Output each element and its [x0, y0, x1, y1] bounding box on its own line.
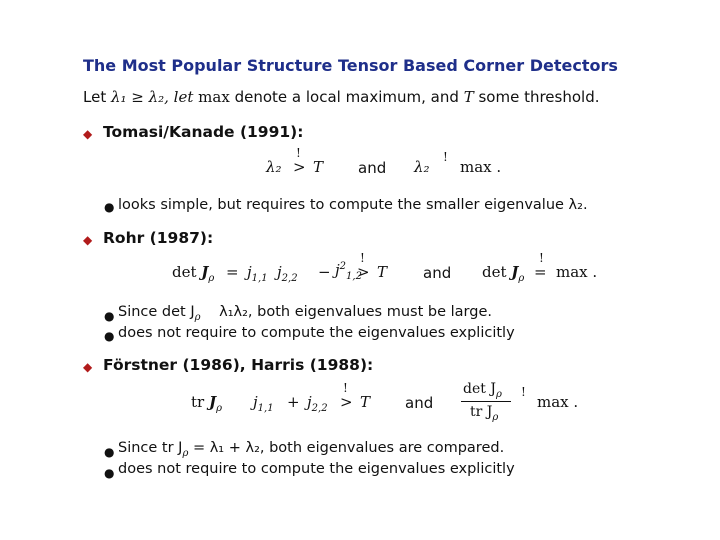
- bullet-dot-icon: ●: [104, 309, 115, 323]
- j11-subscript: 1,1: [257, 403, 274, 414]
- formula-and: and: [423, 264, 452, 282]
- formula-greater: >: [357, 263, 370, 281]
- formula-threshold: T: [377, 263, 388, 281]
- bullet-text: does not require to compute the eigenvalues explicitly: [118, 461, 515, 477]
- formula-minus: −: [318, 263, 331, 281]
- formula-max: max .: [556, 263, 598, 281]
- bullet-dot-icon: ●: [104, 200, 115, 214]
- j11-symbol: j: [247, 263, 252, 281]
- section-heading-rohr: Rohr (1987):: [103, 229, 214, 247]
- exclamation-mark: !: [343, 381, 348, 395]
- bullet-text-part: = λ₁ + λ₂, both eigenvalues are compared.: [192, 440, 505, 456]
- det-label: det: [482, 263, 507, 281]
- intro-threshold: T: [463, 88, 474, 106]
- bullet-text-part: λ₁λ₂, both eigenvalues must be large.: [219, 304, 492, 320]
- fraction-bar: [461, 401, 511, 402]
- formula-max: max .: [537, 393, 579, 411]
- formula-threshold: T: [313, 158, 324, 176]
- exclamation-mark: !: [539, 251, 544, 265]
- rho-subscript: ρ: [194, 312, 201, 323]
- formula-equals: =: [226, 263, 239, 281]
- formula-greater: >: [293, 158, 306, 176]
- j22-subscript: 2,2: [281, 273, 298, 284]
- bullet-dot-icon: ●: [104, 445, 115, 459]
- rho-subscript: ρ: [518, 273, 525, 284]
- j12-subscript: 1,2: [346, 271, 362, 282]
- formula-det-b: [482, 263, 524, 284]
- rho-subscript: ρ: [208, 273, 215, 284]
- formula-plus: +: [287, 393, 300, 411]
- rho-subscript: ρ: [182, 448, 189, 459]
- intro-max: max: [198, 88, 230, 106]
- diamond-bullet-icon: ◆: [83, 233, 93, 247]
- formula-lambda2: λ₂: [266, 158, 282, 176]
- intro-let: Let: [83, 88, 107, 106]
- j12-symbol: j: [335, 261, 340, 279]
- bullet-text: [118, 304, 492, 323]
- formula-tr: [191, 393, 222, 414]
- j12-superscript: 2: [339, 261, 347, 272]
- numerator-text: det J: [463, 381, 496, 397]
- intro-relation: λ₁ ≥ λ₂, let: [110, 88, 194, 106]
- j11-symbol: j: [253, 393, 258, 411]
- denominator-text: tr J: [470, 404, 493, 420]
- j22-symbol: j: [307, 393, 312, 411]
- rho-subscript: ρ: [492, 412, 499, 423]
- bullet-text: looks simple, but requires to compute the smaller eigenvalue λ₂.: [118, 197, 588, 213]
- exclamation-mark: !: [521, 385, 526, 399]
- exclamation-mark: !: [443, 150, 448, 164]
- diamond-bullet-icon: ◆: [83, 127, 93, 141]
- formula-and: and: [405, 394, 434, 412]
- diamond-bullet-icon: ◆: [83, 360, 93, 374]
- bullet-text: does not require to compute the eigenvalues explicitly: [118, 325, 515, 341]
- page-title: The Most Popular Structure Tensor Based Corner Detectors: [83, 56, 618, 75]
- formula-threshold: T: [360, 393, 371, 411]
- bullet-text: [118, 440, 504, 459]
- j-symbol: J: [208, 393, 217, 411]
- formula-greater: >: [340, 393, 353, 411]
- formula-j11: [253, 393, 274, 414]
- formula-lambda2-b: λ₂: [414, 158, 430, 176]
- formula-and: and: [358, 159, 387, 177]
- section-heading-forstner-harris: Förstner (1986), Harris (1988):: [103, 356, 374, 374]
- formula-equals: =: [534, 263, 547, 281]
- intro-line: [83, 88, 600, 106]
- rho-subscript: ρ: [216, 403, 222, 414]
- formula-j22: [307, 393, 328, 414]
- intro-rest: denote a local maximum, and: [234, 88, 459, 106]
- exclamation-mark: !: [296, 146, 301, 160]
- tr-label: tr: [191, 393, 205, 411]
- bullet-text-part: Since tr J: [118, 440, 183, 456]
- rho-subscript: ρ: [495, 389, 502, 400]
- bullet-dot-icon: ●: [104, 466, 115, 480]
- j11-subscript: 1,1: [251, 273, 268, 284]
- exclamation-mark: !: [360, 251, 365, 265]
- formula-j22: [277, 263, 298, 284]
- bullet-text-part: Since det J: [118, 304, 195, 320]
- fraction-denominator: [470, 404, 498, 423]
- formula-max: max .: [460, 158, 502, 176]
- j22-symbol: j: [277, 263, 282, 281]
- intro-end: some threshold.: [478, 88, 600, 106]
- det-label: det: [172, 263, 197, 281]
- bullet-dot-icon: ●: [104, 329, 115, 343]
- j-symbol: J: [511, 263, 519, 281]
- j22-subscript: 2,2: [311, 403, 328, 414]
- fraction-numerator: [463, 381, 502, 400]
- formula-j11: [247, 263, 268, 284]
- formula-det: [172, 263, 214, 284]
- j-symbol: J: [201, 263, 209, 281]
- section-heading-tomasi: Tomasi/Kanade (1991):: [103, 123, 304, 141]
